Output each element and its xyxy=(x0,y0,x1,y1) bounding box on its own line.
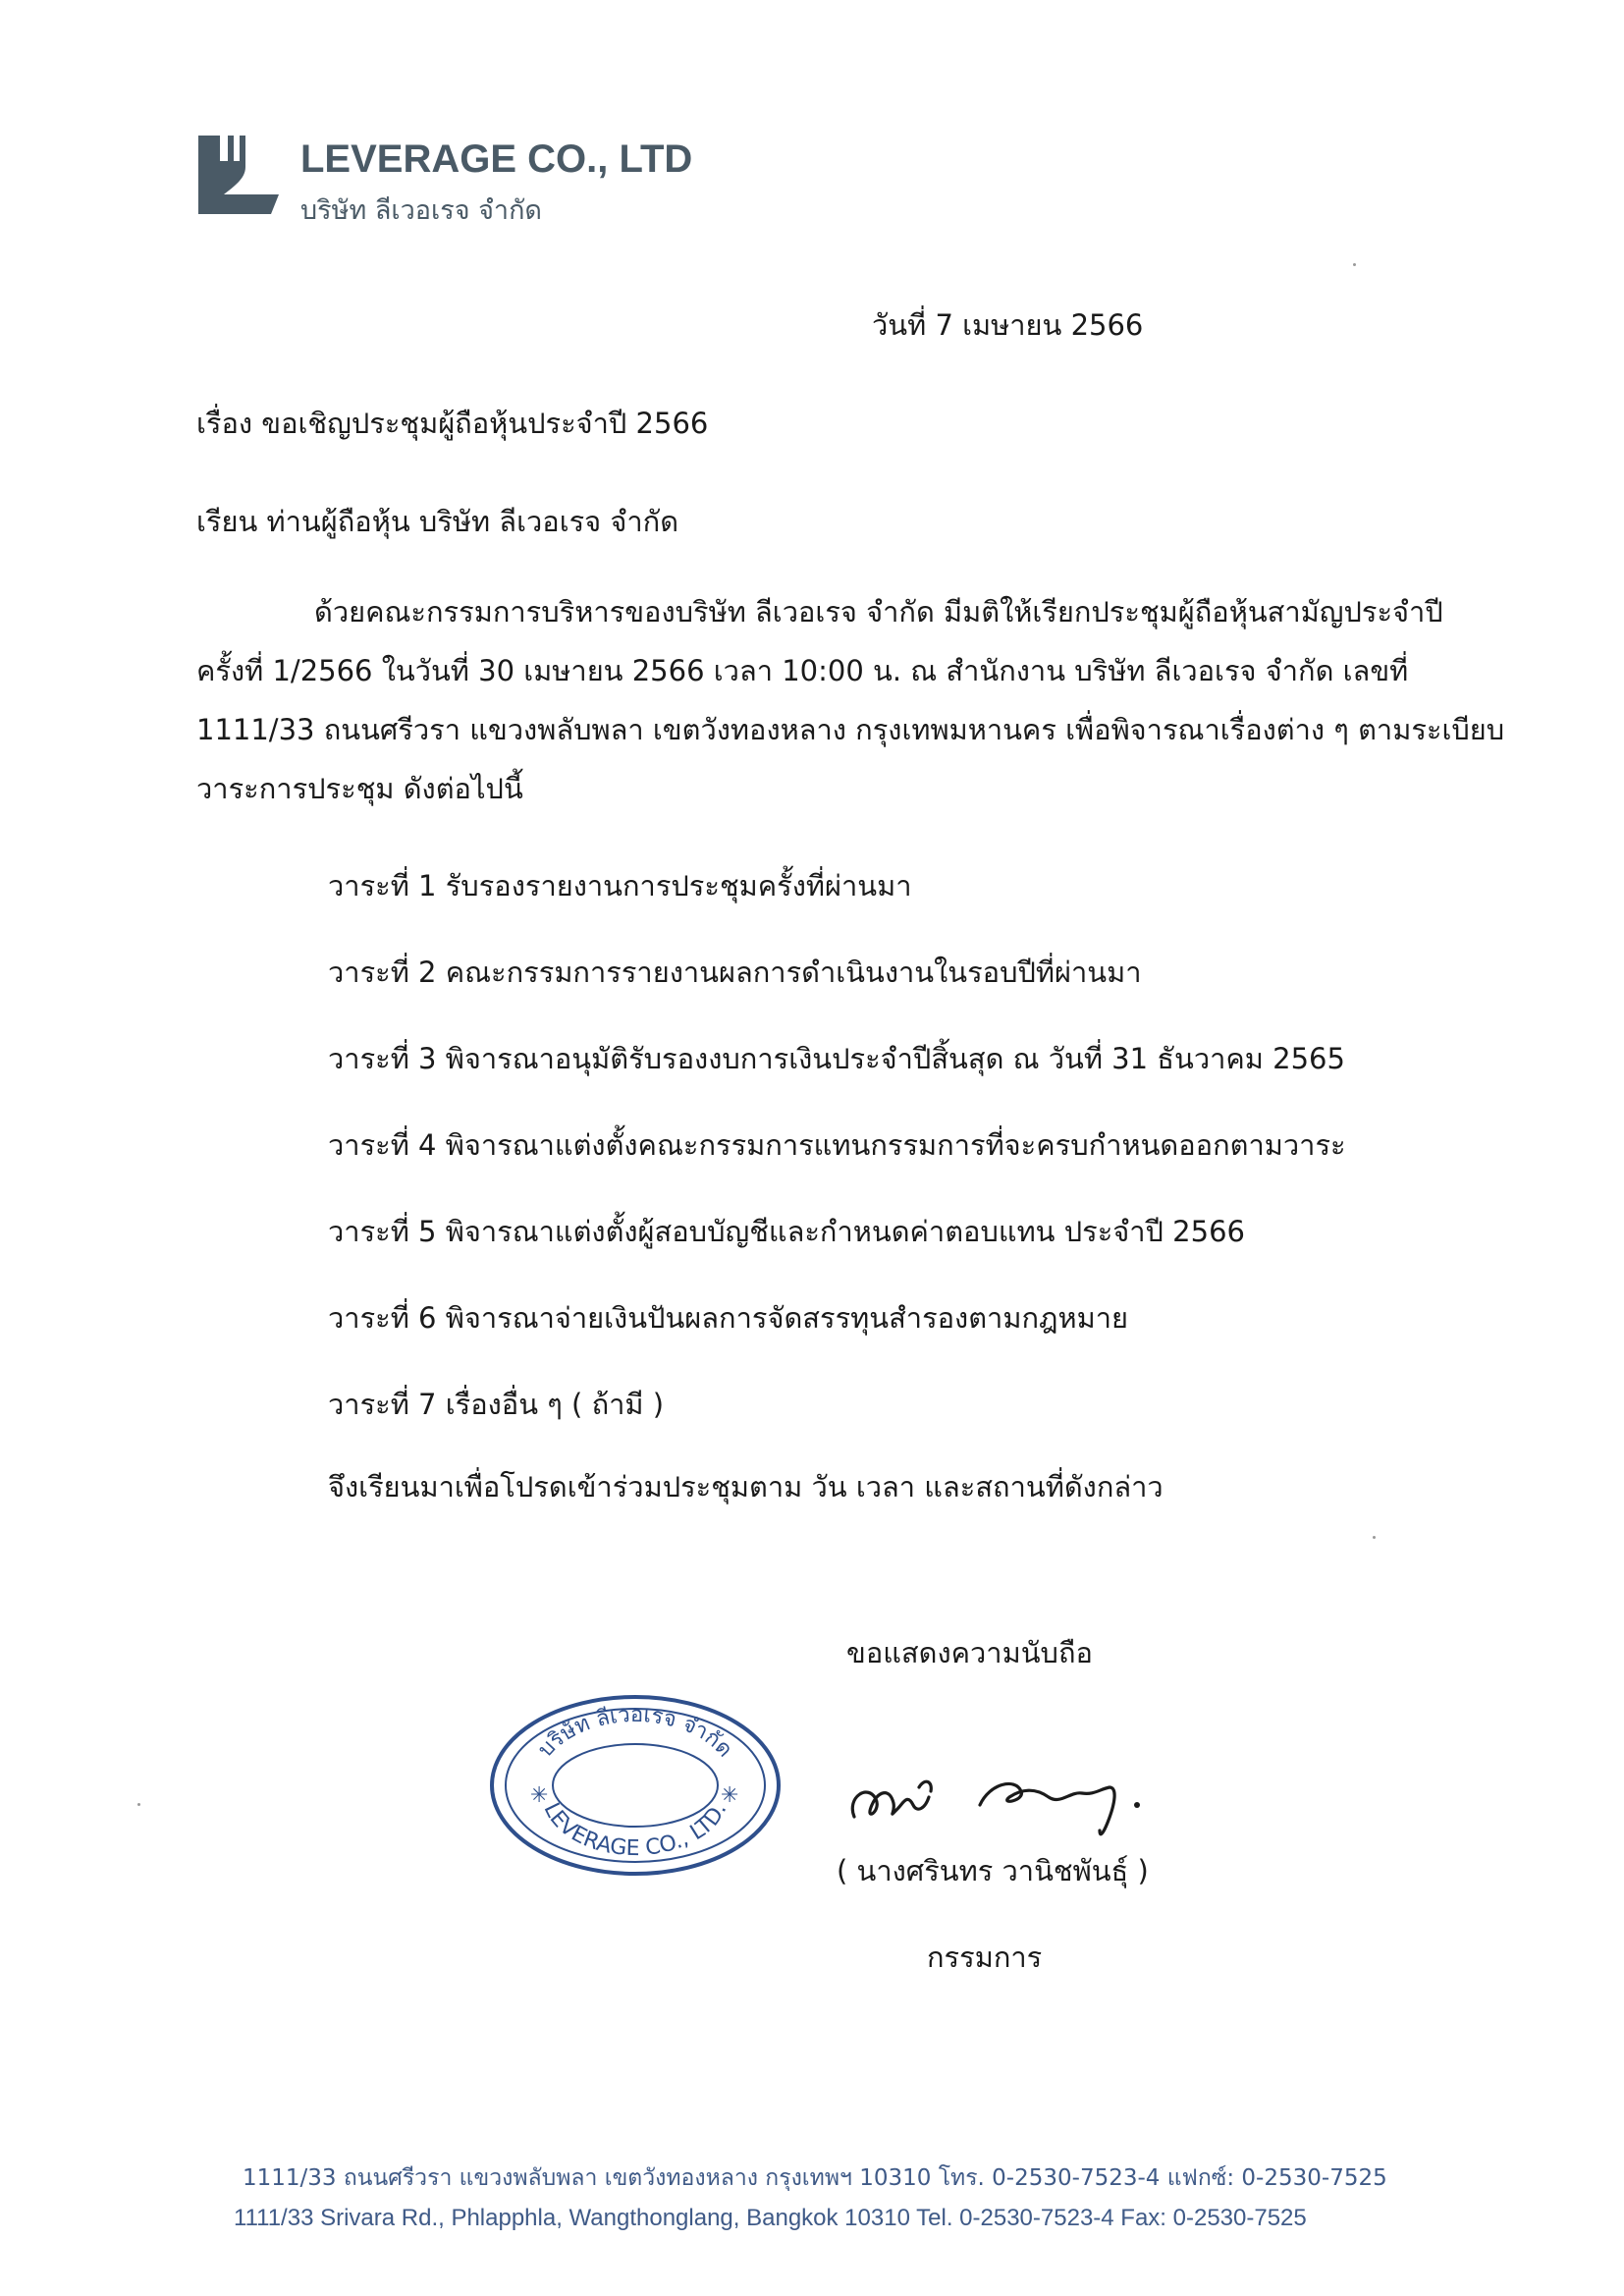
agenda-item-3: วาระที่ 3 พิจารณาอนุมัติรับรองงบการเงินประจำปีสิ้นสุด ณ วันที่ 31 ธันวาคม 2565 xyxy=(328,1042,1345,1075)
regards-line: ขอแสดงความนับถือ xyxy=(846,1636,1093,1669)
scan-speck xyxy=(137,1803,140,1806)
handwritten-signature xyxy=(842,1748,1216,1846)
agenda-item-7: วาระที่ 7 เรื่องอื่น ๆ ( ถ้ามี ) xyxy=(328,1388,665,1421)
company-name-th: บริษัท ลีเวอเรจ จำกัด xyxy=(300,195,542,226)
company-logo-icon xyxy=(194,134,285,216)
agenda-item-6: วาระที่ 6 พิจารณาจ่ายเงินปันผลการจัดสรรทุนสำรองตามกฎหมาย xyxy=(328,1301,1128,1335)
footer-address-th: 1111/33 ถนนศรีวรา แขวงพลับพลา เขตวังทองหลาง กรุงเทพฯ 10310 โทร. 0-2530-7523-4 แฟกซ์: 0-2530-7525 xyxy=(243,2165,1387,2191)
agenda-item-4: วาระที่ 4 พิจารณาแต่งตั้งคณะกรรมการแทนกรรมการที่จะครบกำหนดออกตามวาระ xyxy=(328,1128,1346,1162)
signer-position: กรรมการ xyxy=(927,1941,1043,1974)
agenda-item-5: วาระที่ 5 พิจารณาแต่งตั้งผู้สอบบัญชีและกำหนดค่าตอบแทน ประจำปี 2566 xyxy=(328,1215,1245,1248)
letter-recipient: เรียน ท่านผู้ถือหุ้น บริษัท ลีเวอเรจ จำกัด xyxy=(196,505,679,538)
closing-line: จึงเรียนมาเพื่อโปรดเข้าร่วมประชุมตาม วัน เวลา และสถานที่ดังกล่าว xyxy=(328,1470,1164,1503)
body-line: ด้วยคณะกรรมการบริหารของบริษัท ลีเวอเรจ จำกัด มีมติให้เรียกประชุมผู้ถือหุ้นสามัญประจำปี xyxy=(314,595,1443,629)
svg-text:บริษัท ลีเวอเรจ จำกัด xyxy=(533,1703,736,1762)
scan-speck xyxy=(1373,1536,1376,1539)
signer-name: ( นางศรินทร วานิชพันธุ์ ) xyxy=(837,1854,1149,1887)
letter-date: วันที่ 7 เมษายน 2566 xyxy=(872,308,1144,342)
letter-subject: เรื่อง ขอเชิญประชุมผู้ถือหุ้นประจำปี 2566 xyxy=(196,407,709,440)
seal-text-bottom: LEVERAGE CO., LTD. xyxy=(538,1799,732,1862)
svg-text:✳: ✳ xyxy=(530,1783,549,1808)
footer-address-en: 1111/33 Srivara Rd., Phlapphla, Wangthonglang, Bangkok 10310 Tel. 0-2530-7523-4 Fax: 0-2530-7525 xyxy=(234,2205,1307,2231)
body-line: วาระการประชุม ดังต่อไปนี้ xyxy=(196,772,523,805)
company-seal xyxy=(487,1692,784,1879)
agenda-item-1: วาระที่ 1 รับรองรายงานการประชุมครั้งที่ผ่านมา xyxy=(328,869,912,902)
body-line: 1111/33 ถนนศรีวรา แขวงพลับพลา เขตวังทองหลาง กรุงเทพมหานคร เพื่อพิจารณาเรื่องต่าง ๆ ตามระเบียบ xyxy=(196,713,1505,746)
company-name-en: LEVERAGE CO., LTD xyxy=(300,137,693,181)
seal-text-top: บริษัท ลีเวอเรจ จำกัด xyxy=(533,1702,737,1763)
agenda-item-2: วาระที่ 2 คณะกรรมการรายงานผลการดำเนินงานในรอบปีที่ผ่านมา xyxy=(328,956,1142,989)
scan-speck xyxy=(1353,263,1356,266)
svg-text:✳: ✳ xyxy=(721,1783,739,1808)
body-line: ครั้งที่ 1/2566 ในวันที่ 30 เมษายน 2566 เวลา 10:00 น. ณ สำนักงาน บริษัท ลีเวอเรจ จำกัด เลขที่ xyxy=(196,654,1409,687)
